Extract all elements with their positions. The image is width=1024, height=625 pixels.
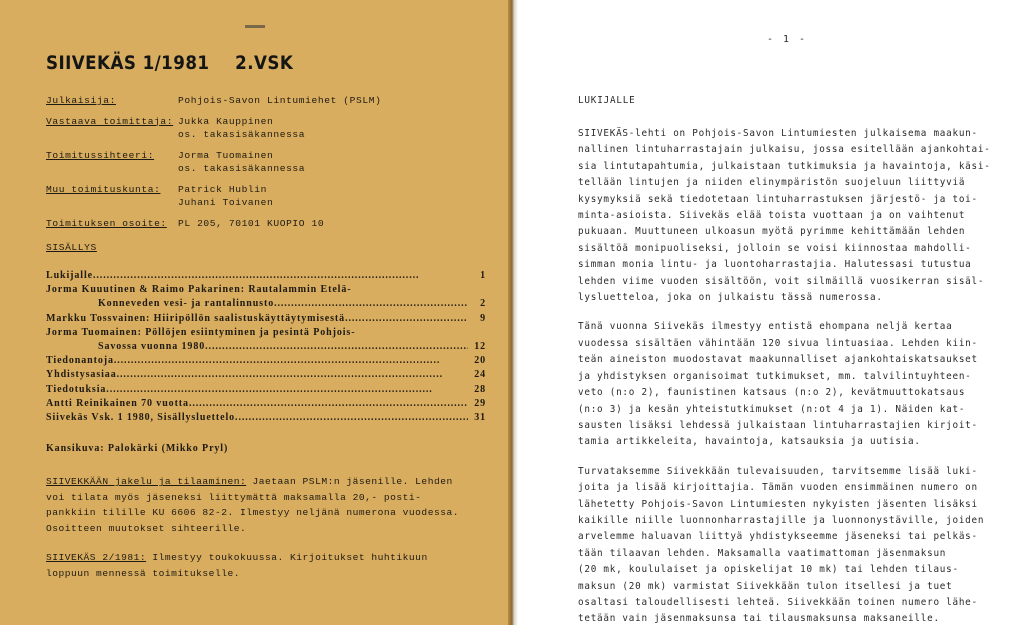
- toc-title: Jorma Kuuutinen & Raimo Pakarinen: Rautalammin Etelä-: [46, 284, 352, 296]
- text-line: teän aineiston muodostavat maakunnalliset ajankohtaiskatsaukset: [578, 354, 978, 366]
- staff-row-secretary: [46, 149, 486, 176]
- text-line: lähetetty Pohjois-Savon Lintumiesten nykyisten jäsenten lisäksi: [578, 498, 978, 510]
- toc-title: Siivekäs Vsk. 1 1980, Sisällysluettelo: [46, 412, 236, 424]
- staff-value: Juhani Toivanen: [178, 197, 274, 208]
- text-line: lysluetteloa, joka on julkaistu tässä numerossa.: [578, 292, 883, 304]
- text-line: sisältöä monipuoliseksi, jolloin se voisi kiinnostaa mahdolli-: [578, 242, 972, 254]
- toc-entry: [46, 368, 486, 382]
- toc-entry: [46, 397, 486, 411]
- toc-title: Antti Reinikainen 70 vuotta: [46, 397, 189, 409]
- paragraph-3: [578, 464, 996, 625]
- right-page: [518, 0, 1024, 625]
- toc-entry: [46, 269, 486, 283]
- text-line: tamia artikkeleita, havaintoja, katsauksia ja uutisia.: [578, 436, 921, 448]
- toc-entry-continued: [46, 340, 486, 354]
- toc-page: 9: [480, 312, 486, 324]
- toc-page: 12: [474, 341, 486, 353]
- text-line: nallinen lintuharrastajain julkaisu, jossa esitellään ajankohtai-: [578, 144, 991, 156]
- masthead-title: [46, 52, 433, 74]
- text-line: osaltasi taloudellisesti lehteä. Siivekkään toinen numero lähe-: [578, 596, 978, 608]
- text-line: pukuaan. Muuttuneen ulkoasun myötä pyrimme kehittämään lehden: [578, 226, 966, 238]
- text-line: kaikille niille luonnonharrastajille ja luonnonystäville, joiden: [578, 514, 985, 526]
- text-line: sausten lisäksi lehdessä julkaistaan lintuharrastajien kirjoit-: [578, 419, 978, 431]
- staff-list: [46, 94, 486, 230]
- staff-label: Julkaisija:: [46, 95, 116, 106]
- text-line: tetään vain jäsenmaksunsa tai tilausmaksunsa maksaneille.: [578, 613, 940, 625]
- distribution-line: voi tilata myös jäseneksi liittymättä maksamalla 20,- posti-: [46, 491, 422, 503]
- text-line: sia lintutapahtumia, julkaistaan tutkimuksia ja havaintoja, käsi-: [578, 160, 991, 172]
- distribution-line: pankkiin tilille KU 6606 82-2. Ilmestyy neljänä numerona vuodessa.: [46, 507, 459, 519]
- text-line: maksun (20 mk) varmistat Siivekkään tulon itsellesi ja tuet: [578, 580, 953, 592]
- book-spine: [508, 0, 518, 625]
- paragraph-1: [578, 126, 996, 306]
- volume-label: 2.VSK: [235, 52, 294, 74]
- toc-page: 2: [480, 298, 486, 310]
- toc-page: 24: [474, 369, 486, 381]
- table-of-contents: [46, 269, 486, 425]
- contents-heading: SISÄLLYS: [46, 242, 97, 253]
- text-line: kysymyksiä sekä tiedotetaan lintuharrastuksen järjestö- ja toi-: [578, 193, 978, 205]
- toc-entry: [46, 326, 486, 340]
- staff-value: os. takasisäkannessa: [178, 129, 306, 140]
- staff-label: Vastaava toimittaja:: [46, 115, 174, 127]
- staff-label: Muu toimituskunta:: [46, 183, 161, 195]
- staff-label: Toimitussihteeri:: [46, 149, 155, 161]
- print-mark: [245, 25, 265, 28]
- toc-subtitle: Savossa vuonna 1980: [98, 341, 206, 353]
- text-line: tään tilaavan lehden. Maksamalla vaatimattoman jäsenmaksun: [578, 547, 947, 559]
- text-line: tellään lintujen ja niiden elinympäristön suojeluun liittyviä: [578, 177, 966, 189]
- distribution-text: Jaetaan PSLM:n jäsenille. Lehden: [246, 476, 453, 488]
- toc-entry-continued: [46, 297, 486, 311]
- staff-label: Toimituksen osoite:: [46, 217, 167, 229]
- next-issue-notice: [46, 550, 486, 581]
- toc-page: 28: [474, 383, 486, 395]
- toc-entry: [46, 354, 486, 368]
- issue-title: SIIVEKÄS 1/1981: [46, 52, 210, 74]
- next-issue-line: loppuun mennessä toimitukselle.: [46, 567, 240, 579]
- text-line: simman monia lintu- ja luontoharrastajia. Halutessasi tutustua: [578, 259, 972, 271]
- text-line: veto (n:o 2), faunistinen katsaus (n:o 2), kevätmuuttokatsaus: [578, 387, 966, 399]
- staff-value: PL 205, 70101 KUOPIO 10: [178, 217, 325, 229]
- distribution-notice: [46, 474, 486, 536]
- toc-title: Yhdistysasiaa: [46, 369, 117, 381]
- toc-title: Markku Tossvainen: Hiiripöllön saalistuskäyttäytymisestä: [46, 312, 346, 324]
- staff-value: Pohjois-Savon Lintumiehet (PSLM): [178, 95, 382, 106]
- toc-subtitle: Konneveden vesi- ja rantalinnusto: [98, 298, 275, 310]
- text-line: ja yhdistyksen organisoimat tutkimukset, mm. talvilintuyhteen-: [578, 370, 972, 382]
- article-heading: LUKIJALLE: [578, 95, 636, 106]
- text-line: joita ja lisää kirjoittajia. Tämän vuoden ensimmäinen numero on: [578, 482, 978, 494]
- toc-page: 31: [474, 412, 486, 424]
- staff-value: Jorma Tuomainen: [178, 149, 274, 161]
- toc-entry: [46, 283, 486, 297]
- text-line: Turvataksemme Siivekkään tulevaisuuden, tarvitsemme lisää luki-: [578, 465, 978, 477]
- toc-title: Tiedonantoja: [46, 355, 114, 367]
- toc-page: 1: [480, 270, 486, 281]
- text-line: minta-asioista. Siivekäs elää toista vuottaan ja on vaihtenut: [578, 210, 966, 222]
- cover-note: Kansikuva: Palokärki (Mikko Pryl): [46, 443, 229, 455]
- text-line: (n:o 3) ja kesän yhteistutkimukset (n:ot 4 ja 1). Näiden kat-: [578, 403, 966, 415]
- toc-page: 29: [474, 397, 486, 409]
- distribution-label: SIIVEKKÄÄN jakelu ja tilaaminen:: [46, 476, 247, 488]
- toc-entry: [46, 383, 486, 397]
- staff-row-publisher: [46, 94, 486, 108]
- toc-title: Lukijalle: [46, 270, 93, 281]
- toc-title: Jorma Tuomainen: Pöllöjen esiintyminen ja pesintä Pohjois-: [46, 326, 356, 338]
- staff-row-board: [46, 183, 486, 210]
- staff-value: Patrick Hublin: [178, 183, 268, 195]
- next-issue-text: Ilmestyy toukokuussa. Kirjoitukset huhtikuun: [146, 552, 428, 564]
- toc-entry: [46, 312, 486, 326]
- next-issue-label: SIIVEKÄS 2/1981:: [46, 552, 147, 564]
- toc-title: Tiedotuksia: [46, 383, 107, 395]
- text-line: SIIVEKÄS-lehti on Pohjois-Savon Lintumiesten julkaisema maakun-: [578, 128, 978, 139]
- distribution-line: Osoitteen muutokset sihteerille.: [46, 522, 247, 534]
- staff-row-address: [46, 217, 486, 231]
- text-line: vuodessa sisältäen vähintään 120 sivua lintuasiaa. Lehden kiin-: [578, 337, 978, 349]
- page-number: - 1 -: [766, 34, 808, 45]
- toc-entry: [46, 411, 486, 425]
- text-line: lehden viime vuoden sisältöön, voit silmäillä vuosikerran sisäl-: [578, 275, 985, 287]
- toc-page: 20: [474, 355, 486, 367]
- text-line: (20 mk, koululaiset ja opiskelijat 10 mk) tai lehden tilaus-: [578, 564, 959, 576]
- text-line: arvelemme haluavan liittyä yhdistykseemme jäseneksi tai pelkäs-: [578, 531, 978, 543]
- paragraph-2: [578, 319, 996, 450]
- staff-row-editor: [46, 115, 486, 142]
- text-line: Tänä vuonna Siivekäs ilmestyy entistä ehompana neljä kertaa: [578, 321, 953, 333]
- staff-value: os. takasisäkannessa: [178, 163, 306, 174]
- staff-value: Jukka Kauppinen: [178, 115, 274, 127]
